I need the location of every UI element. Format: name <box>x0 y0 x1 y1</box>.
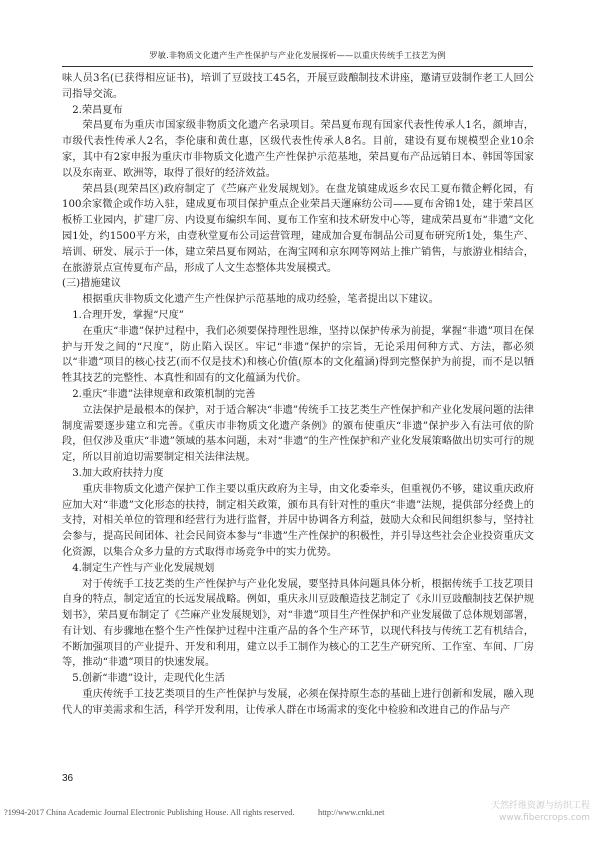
article-body <box>62 71 534 719</box>
section-heading: 2.重庆“非遗”法律规章和政策机制的完善 <box>72 388 256 400</box>
running-title: 罗敏.非物质文化遗产生产性保护与产业化发展探析——以重庆传统手工技艺为例 <box>149 50 446 60</box>
paragraph: 荣昌夏布为重庆市国家级非物质文化遗产名录项目。荣昌夏布现有国家代表性传承人1名，颜坤吉，市级代表性传承人2名，李伦康和黄仕惠，区级代表性传承人8名。目前，建设有夏布规模型企业10余家，其中有2家申报为重庆市非物质文化遗产生产性保护示范基地，荣昌夏布产品远销日本、韩国等国家以及东南亚、欧洲等，取得了很好的经济效益。 <box>62 120 534 179</box>
page-number: 36 <box>62 773 74 784</box>
paragraph: 重庆非物质文化遗产保护工作主要以重庆政府为主导，由文化委牵头，但重视仍不够，建议重庆政府应加大对“非遗”文化形态的扶持，制定相关政策，颁布具有针对性的重庆“非遗”法规，提供部分经费上的支持，对相关单位的管理和经营行为进行监督，并居中协调各方利益，鼓励大众和民间组织参与，坚持社会参与，提高民间团体、社会民间资本参与“非遗”生产性保护的积极性，并引导这些社会企业投资重庆文化资源，以集合众多力量的方式取得市场竞争中的实力优势。 <box>62 483 534 558</box>
paragraph: 味人员3名(已获得相应证书)，培训了豆豉技工45名，开展豆豉酿制技术讲座，邀请豆豉制作老工人回公司指导交流。 <box>62 73 534 100</box>
header-rule <box>62 66 533 67</box>
section-heading: 3.加大政府扶持力度 <box>72 467 164 479</box>
paragraph: 根据重庆非物质文化遗产生产性保护示范基地的成功经验，笔者提出以下建议。 <box>82 294 439 306</box>
section-heading: 2.荣昌夏布 <box>72 104 123 116</box>
paragraph: 立法保护是最根本的保护，对于适合解决“非遗”传统手工技艺类生产性保护和产业化发展问题的法律制度需要逐步建立和完善。《重庆市非物质文化遗产条例》的颁布使重庆“非遗”保护步入有法可依的阶段，但仅涉及重庆“非遗”领域的基本问题，未对“非遗”的生产性保护和产业化发展策略做出切实可行的规定，所以目前迫切需要制定相关法律法规。 <box>62 404 534 464</box>
watermark-title: 天然纤维资源与纺织工程 <box>490 801 590 811</box>
section-heading: 1.合理开发，掌握“尺度” <box>72 309 185 321</box>
paragraph: 荣昌县(现荣昌区)政府制定了《苎麻产业发展规划》。在盘龙镇建成返乡农民工夏布微企孵化园，有100余家微企或作坊入驻，建成夏布项目保护重点企业荣昌天運麻纺公司——夏布舍锦1处，建于荣昌区板桥工业园内，扩建厂房、内设夏布编织车间、夏布工作室和技术研发中心等，建成荣昌夏布“非遗”文化园1处，约1500平方米，由壹秋堂夏布公司运营管理，建成加合夏布制品公司夏布研究所1处，集生产、培训、研发、展示于一体，建立荣昌夏布网站，在淘宝网和京东网等网站上推广销售，与旅游业相结合，在旅游景点宣传夏布产品，形成了人文生态整体共发展模式。 <box>62 183 534 274</box>
watermark <box>470 800 590 824</box>
footer-url: http://www.cnki.net <box>318 808 385 817</box>
section-heading: 4.制定生产性与产业化发展规划 <box>72 562 215 574</box>
copyright-notice: ?1994-2017 China Academic Journal Electronic Publishing House. All rights reserved. <box>4 808 295 817</box>
paragraph: 对于传统手工技艺类的生产性保护与产业化发展，要坚持具体问题具体分析，根据传统手工技艺项目自身的特点，制定适宜的长远发展战略。例如，重庆永川豆豉酿造技艺制定了《永川豆豉酿制技艺保护规划书》，荣昌夏布制定了《苎麻产业发展规划》，对“非遗”项目生产性保护和产业发展做了总体规划部署，有计划、有步骤地在整个生产性保护过程中注重产品的各个生产环节，以现代科技与传统工艺有机结合，不断加强项目的产业提升、开发和利用，建立以手工制作为核心的工艺生产研究所、工作室、车间、厂房等，推动“非遗”项目的快速发展。 <box>62 578 534 669</box>
watermark-url: www.fibercrops.com <box>499 813 590 823</box>
paragraph: 重庆传统手工技艺类项目的生产性保护与发展，必须在保持原生态的基础上进行创新和发展，融入现代人的审美需求和生活，科学开发利用，让传承人群在市场需求的变化中检验和改进自己的作品与产 <box>62 689 534 716</box>
paragraph: 在重庆“非遗”保护过程中，我们必须要保持理性思维，坚持以保护传承为前提，掌握“非遗”项目在保护与开发之间的“尺度”，防止陷入误区。牢记“非遗”保护的宗旨，无论采用何种方式、方法，都必须以“非遗”项目的核心技艺(而不仅是技术)和核心价值(原本的文化蕴涵)得到完整保护为前提，而不是以牺牲其技艺的完整性、本真性和固有的文化蕴涵为代价。 <box>62 325 534 385</box>
section-heading: 5.创新“非遗”设计，走现代化生活 <box>72 673 225 685</box>
section-heading: (三)措施建议 <box>62 278 121 290</box>
